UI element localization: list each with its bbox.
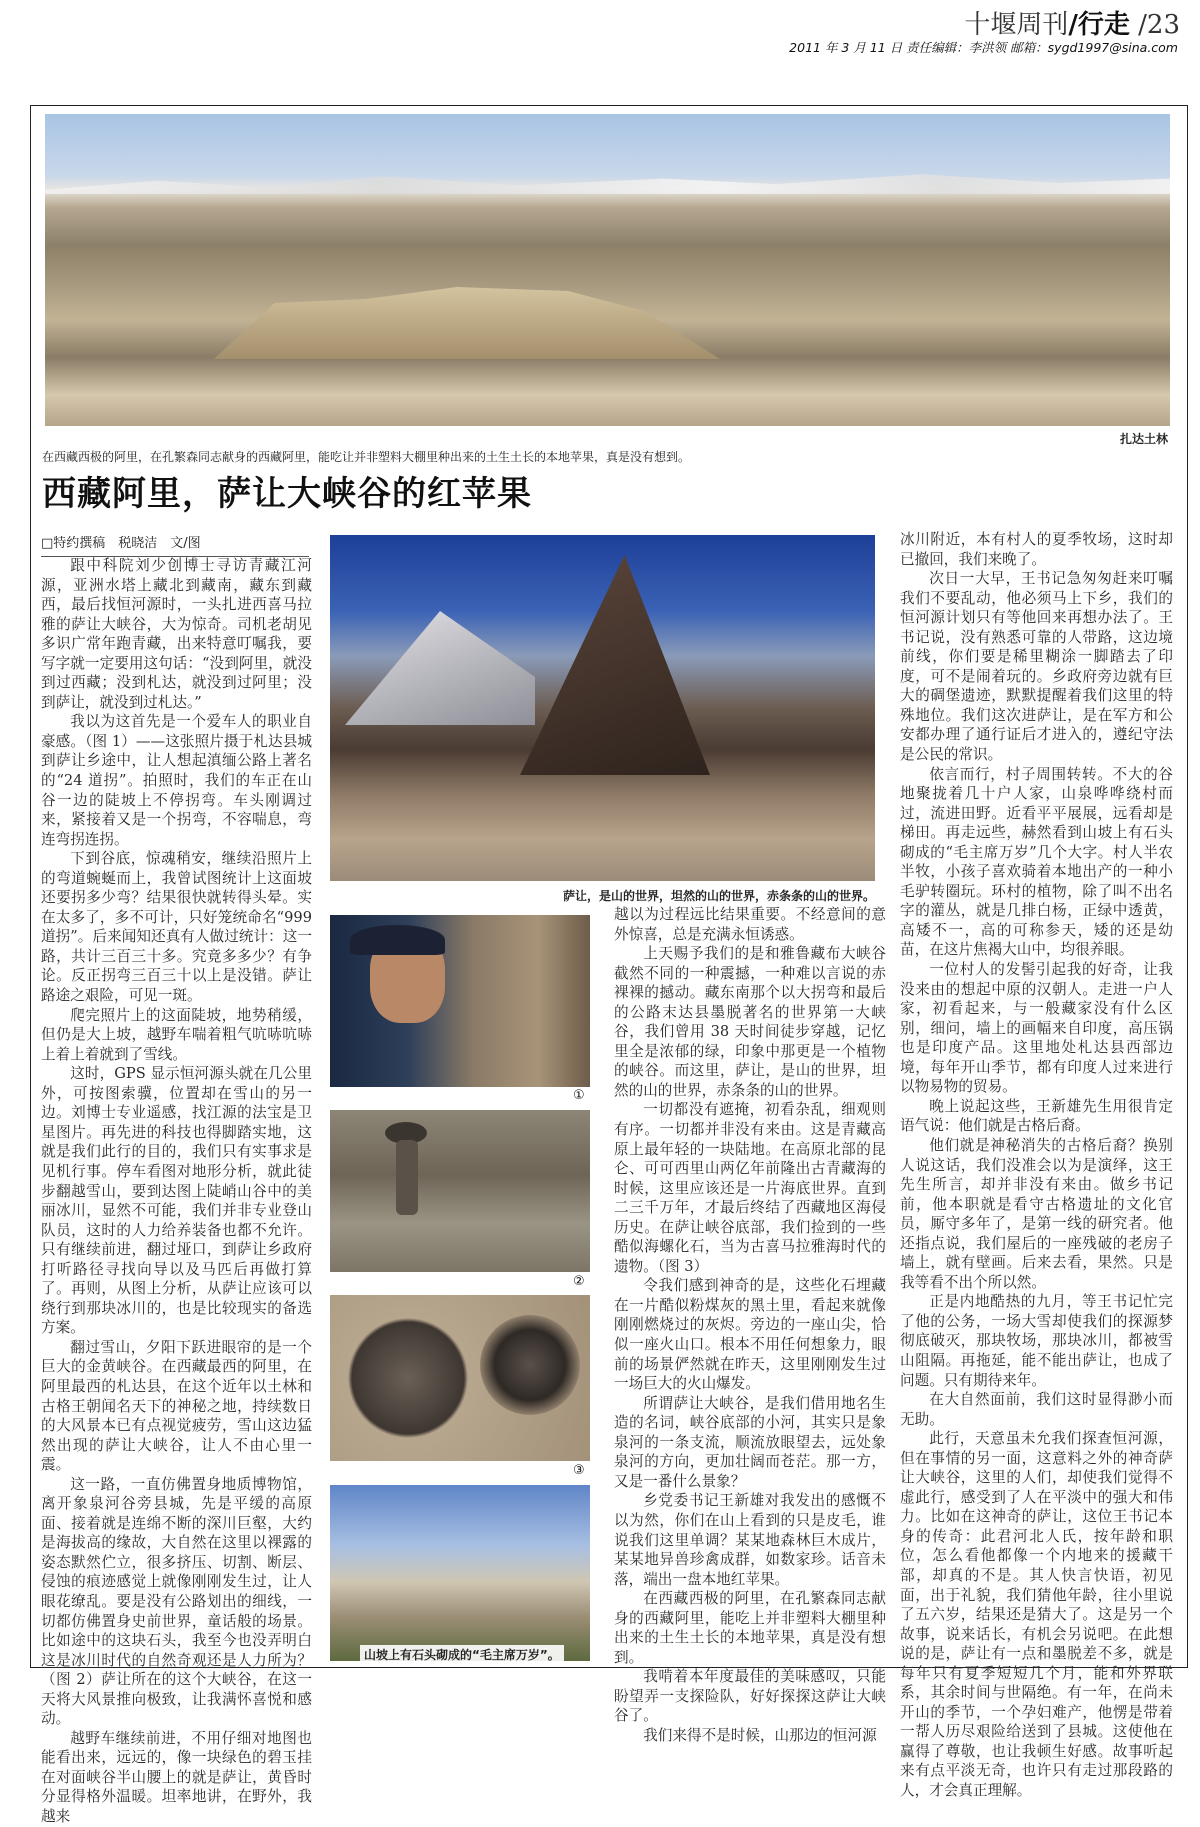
paragraph: 上天赐予我们的是和雅鲁藏布大峡谷截然不同的一种震撼，一种难以言说的赤裸裸的撼动。藏东南那个以大拐弯和最后的公路末达县墨脱著名的世界第一大峡谷，我们曾用 38 天时间徒步穿越，记忆里全是浓郁的绿，印象中那更是一个植物的峡谷。而这里，萨让，是山的世界，坦然的山的世界，赤条条的山的世界。 [614,945,886,1099]
article-column-4 [900,530,1173,1801]
panorama-photo [45,114,1170,426]
paragraph: 我以为这首先是一个爱车人的职业自豪感。（图 1）——这张照片摄于札达县城到萨让乡途中，让人想起滇缅公路上著名的“24 道拐”。拍照时，我们的车正在山谷一边的陡坡上不停拐弯。车头刚调过来，紧接着又是一个拐弯，不容喘息，弯连弯拐连拐。 [41,713,312,848]
paragraph: 跟中科院刘少创博士寻访青藏江河源，亚洲水塔上藏北到藏南，藏东到藏西，最后找恒河源时，一头扎进西喜马拉雅的萨让大峡谷，大为惊奇。司机老胡见多识广常年跑青藏，出来特意叮嘱我，要写字就一定要用这句话：“没到阿里，就没到过西藏；没到札达，就没到过阿里；没到萨让，就没到过札达。” [41,557,312,711]
village-photo [330,1485,590,1661]
paragraph: 越野车继续前进，不用仔细对地图也能看出来，远远的，像一块绿色的碧玉挂在对面峡谷半山腰上的就是萨让，黄昏时分显得格外温暖。坦率地讲，在野外，我越来 [41,1729,312,1825]
paragraph: 我啃着本年度最佳的美味感叹，只能盼望弄一支探险队，好好探探这萨让大峡谷了。 [614,1668,886,1725]
mountain-photo-caption: 萨让，是山的世界，坦然的山的世界，赤条条的山的世界。 [562,889,875,903]
article-column-1 [41,556,312,1827]
photo-number-3: ③ [573,1463,585,1478]
masthead: 十堰周刊/行走 /23 [964,10,1180,40]
photo-number-1: ① [573,1088,585,1103]
cap [350,925,445,955]
rock-pillar [396,1140,418,1215]
paragraph: 乡党委书记王新雄对我发出的感慨不以为然，你们在山上看到的只是皮毛，谁说我们这里单调？某某地森林巨木成片，某某地异兽珍禽成群，如数家珍。话音未落，端出一盘本地红苹果。 [614,1492,886,1588]
paragraph: 一位村人的发髻引起我的好奇，让我没来由的想起中原的汉朝人。走进一户人家，初看起来，与一般藏家没有什么区别，细问，墙上的画幅来自印度，高压锅也是印度产品。这里地处札达县西部边境，每年开山季节，都有印度人过来进行以物易物的贸易。 [900,961,1173,1096]
paragraph: 晚上说起这些，王新雄先生用很肯定语气说：他们就是古格后裔。 [900,1097,1173,1135]
dateline: 2011 年 3 月 11 日 责任编辑：李洪领 邮箱：sygd1997@sina.com [789,40,1178,55]
portrait-photo [330,915,590,1087]
section-name: 行走 [1077,10,1130,40]
paragraph: 这时，GPS 显示恒河源头就在几公里外，可按图索骥，位置却在雪山的另一边。刘博士专业遥感，找江源的法宝是卫星图片。再先进的科技也得脚踏实地，这就是我们此行的目的，我们只有实事求是见机行事。停车看图对地形分析，就此徒步翻越雪山，要到达图上陡峭山谷中的美丽冰川，显然不可能，我们并非专业登山队员，这时的人力给养装备也都不允许。只有继续前进，翻过垭口，到萨让乡政府打听路径寻找向导以及马匹后再做打算了。再则，从图上分析，从萨让应该可以绕行到那块冰川的，也是比较现实的备选方案。 [41,1065,312,1337]
paragraph: 在大自然面前，我们这时显得渺小而无助。 [900,1391,1173,1428]
page-number: 23 [1146,10,1180,40]
headline: 西藏阿里，萨让大峡谷的红苹果 [42,474,532,514]
fossil-photo [330,1295,590,1461]
article-column-3 [614,905,886,1746]
paragraph: 次日一大早，王书记急匆匆赶来叮嘱我们不要乱动，他必须马上下乡，我们的恒河源计划只有等他回来再想办法了。王书记说，没有熟悉可靠的人带路，这边境前线，你们要是稀里糊涂一脚踏去了印度，可不是闹着玩的。乡政府旁边就有巨大的碉堡遗迹，默默提醒着我们这里的特殊地位。我们这次进萨让，是在军方和公安都办理了通行证后才进入的，遵纪守法是公民的常识。 [900,570,1173,764]
paragraph: 下到谷底，惊魂稍安，继续沿照片上的弯道蜿蜒而上，我曾试图统计上这面坡还要拐多少弯？结果很快就转得头晕。实在太多了，多不可计，只好笼统命名“999 道拐”。后来闻知还真有人做过统计：这一路，共计三百三十多。究竟多多少？有争论。反正拐弯三百三十以上是没错。萨让路途之艰险，可见一斑。 [41,850,312,1005]
paragraph: 在西藏西极的阿里，在孔繁森同志献身的西藏阿里，能吃上并非塑料大棚里种出来的土生土长的本地苹果，真是没有想到。 [614,1590,886,1666]
paper-name: 十堰周刊 [964,10,1069,40]
panorama-caption: 在西藏西极的阿里，在孔繁森同志献身的西藏阿里，能吃让并非塑料大棚里种出来的土生土长的本地苹果，真是没有想到。 [42,450,691,464]
mesa-landform [214,279,720,359]
paragraph: 此行，天意虽未允我们探查恒河源，但在事情的另一面，这意料之外的神奇萨让大峡谷，这里的人们，却使我们觉得不虚此行，感受到了人在平淡中的强大和伟力。比如在这神奇的萨让，这位王书记本身的传奇：此君河北人氏，按年龄和职位，怎么看他都像一个内地来的援藏干部，却真的不是。其人快言快语，初见面，出于礼貌，我们猜他年龄，往小里说了五六岁，结果还是猜大了。这是另一个故事，说来话长，有机会另说吧。在此想说的是，萨让有一点和墨脱差不多，就是每年只有夏季短短几个月，能和外界联系，其余时间与世隔绝。有一年，在尚未开山的季节，一个孕妇难产，他愣是带着一帮人历尽艰险给送到了县城。这使他在赢得了尊敬，也让我顿生好感。故事听起来有点平淡无奇，也许只有走过那段路的人，才会真正理解。 [900,1430,1173,1799]
paragraph: 这一路，一直仿佛置身地质博物馆，离开象泉河谷旁县城，先是平缓的高原面、接着就是连绵不断的深川巨壑，大约是海拔高的缘故，大自然在这里以裸露的姿态默然伫立，很多挤压、切割、断层、侵蚀的痕迹感觉上就像刚刚发生过，让人眼花缭乱。要是没有公路划出的细线，一切都仿佛置身史前世界，童话般的场景。比如途中的这块石头，我至今也没弄明白这是冰川时代的自然奇观还是人力所为？（图 2）萨让所在的这个大峡谷，在这一天将大风景推向极致，让我满怀喜悦和感动。 [41,1475,312,1728]
paragraph: 一切都没有遮掩，初看杂乱，细观则有序。一切都并非没有来由。这是青藏高原上最年轻的一块陆地。在高原北部的昆仑、可可西里山两亿年前隆出古青藏海的时候，这里应该还是一片海底世界。直到二三千万年，才最后终结了西藏地区海侵历史。在萨让峡谷底部，我们捡到的一些酷似海螺化石，当为古喜马拉雅海时代的遗物。（图 3） [614,1101,886,1275]
paragraph: 翻过雪山，夕阳下跃进眼帘的是一个巨大的金黄峡谷。在西藏最西的阿里，在阿里最西的札达县，在这个近年以土林和古格王朝闻名天下的神秘之地，持续数日的大风景本已有点视觉疲劳，雪山这边猛然出现的萨让大峡谷，让人不由心里一震。 [41,1338,312,1474]
paragraph: 所谓萨让大峡谷，是我们借用地名生造的名词，峡谷底部的小河，其实只是象泉河的一条支流，顺流放眼望去，远处象泉河的方向，更加壮阔而苍茫。那一方，又是一番什么景象？ [614,1394,886,1490]
photo-number-2: ② [573,1274,585,1289]
snow-ridge [45,172,1170,194]
rock-photo [330,1110,590,1272]
byline: □特约撰稿 税晓洁 文/图 [41,532,309,557]
paragraph: 正是内地酷热的九月，等王书记忙完了他的公务，一场大雪却使我们的探源梦彻底破灭，那块牧场，那块冰川，都被雪山阻隔。再拖延，能不能出萨让，也成了问题。只有期待来年。 [900,1293,1173,1389]
mountain-photo [330,535,875,881]
paragraph: 我们来得不是时候，山那边的恒河源 [643,1726,877,1744]
ammonite-fossil [480,1315,580,1415]
village-photo-caption: 山坡上有石头砌成的“毛主席万岁”。 [360,1645,564,1664]
paragraph: 冰川附近，本有村人的夏季牧场，这时却已撤回，我们来晚了。 [900,531,1173,568]
panorama-tag: 扎达土林 [1119,432,1168,446]
paragraph: 依言而行，村子周围转转。不大的谷地聚拢着几十户人家，山泉哗哗绕村而过，流进田野。近看平平展展，远看却是梯田。再走远些，赫然看到山坡上有石头砌成的“毛主席万岁”几个大字。村人半农半牧，小孩子喜欢骑着本地出产的一种小毛驴转圈玩。环村的植物，除了叫不出名字的灌丛，就是几排白杨，正绿中透黄，高矮不一，高的可称参天，矮的还是幼苗，在这片焦褐大山中，均很养眼。 [900,765,1173,959]
paragraph: 越以为过程远比结果重要。不经意间的意外惊喜，总是充满永恒诱惑。 [614,906,886,943]
paragraph: 他们就是神秘消失的古格后裔？换别人说这话，我们没准会以为是演绎，这王先生所言，却并非没有来由。做乡书记前，他本职就是看守古格遗址的文化官员，厮守多年了，是第一线的研究者。他还指点说，我们屋后的一座残破的老房子墙上，就有壁画。后来去看，果然。只是我等看不出个所以然。 [900,1136,1173,1291]
dark-peak [520,555,710,775]
snow-mountain [345,605,535,725]
paragraph: 爬完照片上的这面陡坡，地势稍缓，但仍是大上坡，越野车喘着粗气吭哧吭哧上着上着就到了雪线。 [41,1006,312,1063]
paragraph: 令我们感到神奇的是，这些化石埋藏在一片酷似粉煤灰的黑土里，看起来就像刚刚燃烧过的灰烬。旁边的一座山尖，恰似一座火山口。根本不用任何想象力，眼前的场景俨然就在昨天，这里刚刚发生过一场巨大的火山爆发。 [614,1277,886,1393]
